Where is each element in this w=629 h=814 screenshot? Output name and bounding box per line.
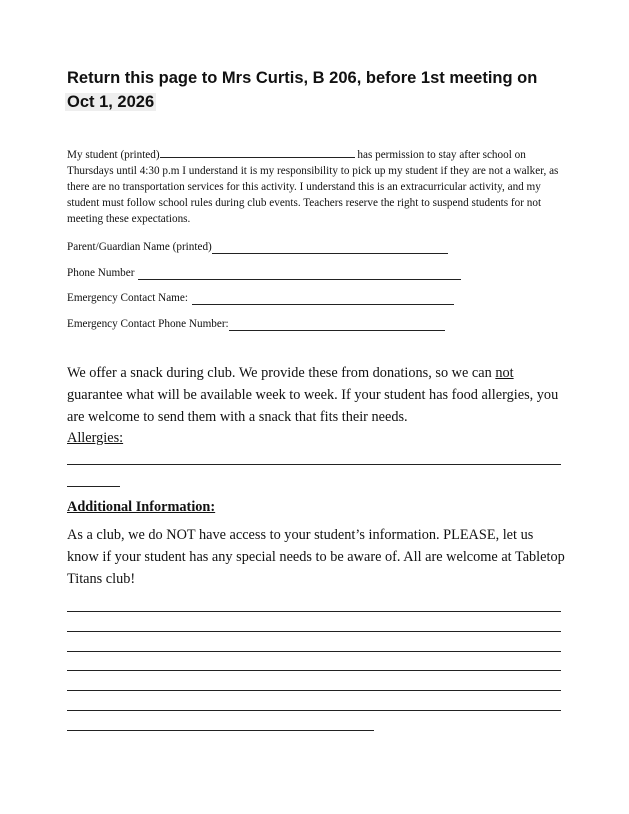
emergency-phone-field xyxy=(67,317,445,331)
notes-line-4[interactable] xyxy=(67,670,561,671)
allergies-line-1[interactable] xyxy=(67,464,561,465)
emergency-name-field xyxy=(67,291,454,305)
phone-number-field xyxy=(67,266,461,280)
heading-text: Return this page to Mrs Curtis, B 206, before 1st meeting on xyxy=(67,69,538,87)
snack-text-1: We offer a snack during club. We provide these from donations, so we can xyxy=(67,365,496,381)
emergency-name-label: Emergency Contact Name: xyxy=(67,292,188,304)
meeting-date: Oct 1, 2026 xyxy=(67,93,155,111)
permission-paragraph xyxy=(67,146,567,227)
additional-info-paragraph: As a club, we do NOT have access to your student’s information. PLEASE, let us know if your student has any special needs to be aware of. All are welcome at Tabletop Titans club! xyxy=(67,527,565,587)
snack-not: not xyxy=(495,365,514,381)
notes-line-7[interactable] xyxy=(67,730,374,731)
emergency-phone-label: Emergency Contact Phone Number: xyxy=(67,318,229,330)
notes-line-1[interactable] xyxy=(67,611,561,612)
guardian-name-label: Parent/Guardian Name (printed) xyxy=(67,241,212,253)
snack-paragraph xyxy=(67,362,567,428)
permission-text: has permission to stay after school on Thursdays until 4:30 p.m I understand it is my responsibility to pick up my student if they are not a walker, as there are no transportation services for this activity. I understand this is an extracurricular activity, and my student must follow school rules during club events. Teachers reserve the right to suspend students for not meeting these expectations. xyxy=(67,149,559,225)
snack-text-2: guarantee what will be available week to week. If your student has food allergies, you are welcome to send them with a snack that fits their needs. xyxy=(67,387,559,425)
guardian-name-blank[interactable] xyxy=(212,242,448,254)
guardian-name-field xyxy=(67,240,448,254)
permission-prefix: My student (printed) xyxy=(67,149,160,161)
additional-info-label: Additional Information: xyxy=(67,499,216,515)
emergency-name-blank[interactable] xyxy=(192,293,454,305)
allergies-label: Allergies: xyxy=(67,430,124,446)
allergies-line-2[interactable] xyxy=(67,486,120,487)
notes-line-5[interactable] xyxy=(67,690,561,691)
notes-line-3[interactable] xyxy=(67,651,561,652)
student-name-blank[interactable] xyxy=(160,146,355,158)
phone-number-label: Phone Number xyxy=(67,267,135,279)
notes-line-2[interactable] xyxy=(67,631,561,632)
page-heading xyxy=(67,66,587,114)
emergency-phone-blank[interactable] xyxy=(229,319,445,331)
notes-line-6[interactable] xyxy=(67,710,561,711)
phone-number-blank[interactable] xyxy=(138,268,461,280)
